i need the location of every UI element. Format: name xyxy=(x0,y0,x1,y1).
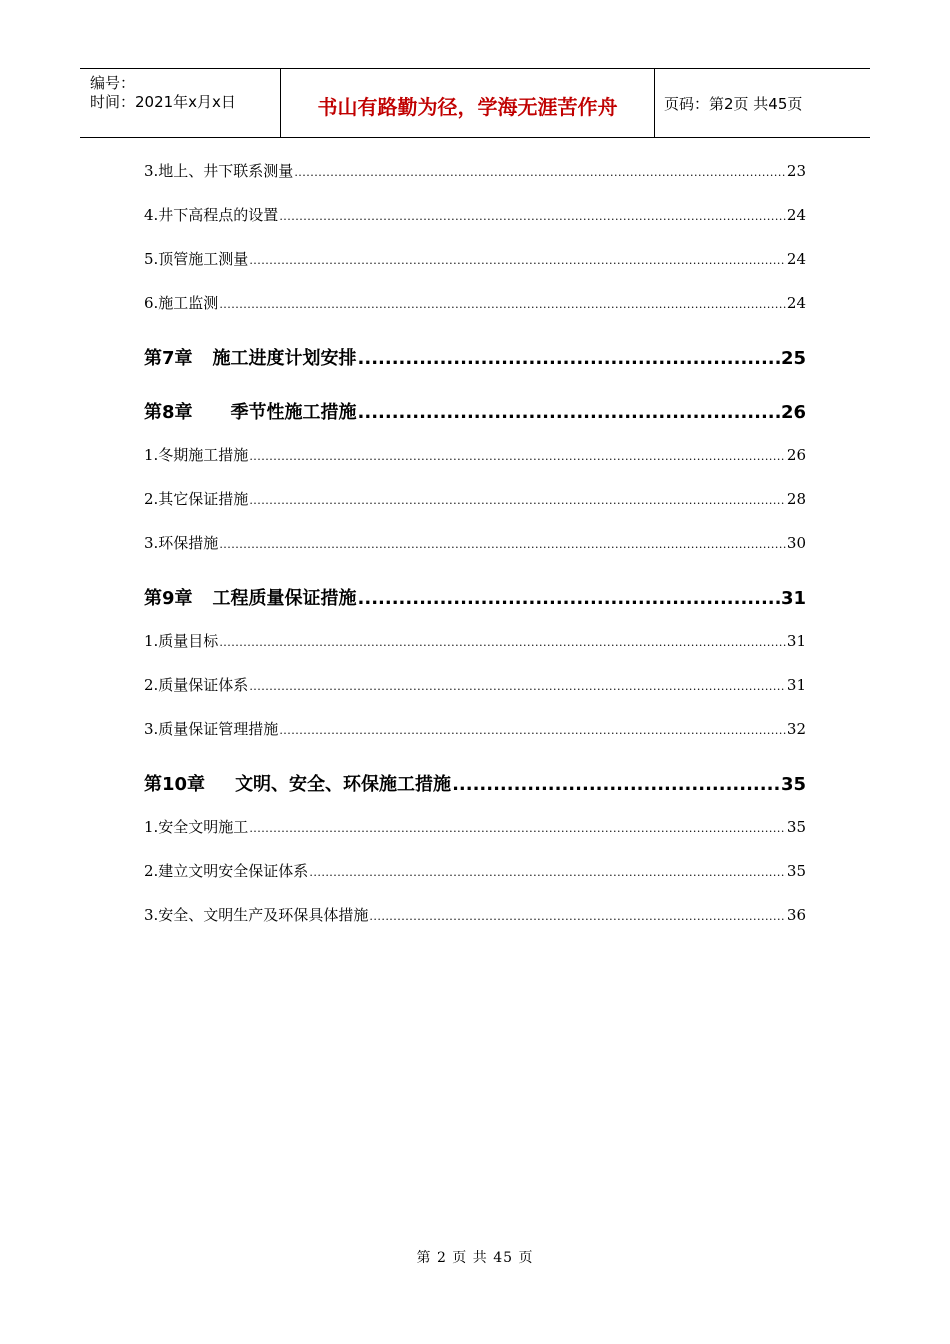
toc-leader-dots xyxy=(219,636,786,649)
toc-entry[interactable] xyxy=(144,160,806,181)
toc-chapter-number: 第8章 xyxy=(144,402,193,423)
header-info-cell xyxy=(80,69,280,137)
toc-chapter-title: 工程质量保证措施 xyxy=(212,588,357,609)
toc-entry-page: 36 xyxy=(786,906,806,924)
toc-entry-page: 35 xyxy=(786,818,806,836)
toc-entry-page: 26 xyxy=(780,402,806,423)
toc-entry-title: 6.施工监测 xyxy=(144,294,219,312)
toc-leader-dots xyxy=(249,494,786,507)
toc-leader-dots xyxy=(249,822,786,835)
toc-entry-page: 28 xyxy=(786,490,806,508)
toc-entry-title: 1.安全文明施工 xyxy=(144,818,249,836)
toc-entry-page: 35 xyxy=(786,862,806,880)
toc-entry[interactable] xyxy=(144,204,806,225)
page-footer: 第 2 页 共 45 页 xyxy=(416,1250,534,1266)
toc-entry-page: 26 xyxy=(786,446,806,464)
toc-leader-dots xyxy=(294,166,786,179)
toc-leader-dots xyxy=(452,774,780,795)
toc-entry-page: 35 xyxy=(780,774,806,795)
page-header xyxy=(80,68,870,138)
toc-entry-page: 25 xyxy=(780,348,806,369)
toc-chapter-number: 第10章 xyxy=(144,774,206,795)
toc-entry-title: 3.环保措施 xyxy=(144,534,219,552)
document-number-label: 编号： xyxy=(90,74,136,92)
toc-entry-title: 1.质量目标 xyxy=(144,632,219,650)
toc-entry-page: 31 xyxy=(780,588,806,609)
toc-leader-dots xyxy=(219,538,786,551)
toc-entry-page: 32 xyxy=(786,720,806,738)
toc-entry[interactable] xyxy=(144,292,806,313)
toc-chapter-title: 施工进度计划安排 xyxy=(212,348,357,369)
toc-entry-title: 2.其它保证措施 xyxy=(144,490,249,508)
toc-leader-dots xyxy=(358,402,780,423)
toc-entry[interactable] xyxy=(144,532,806,553)
toc-entry-page: 30 xyxy=(786,534,806,552)
toc-entry-page: 24 xyxy=(786,250,806,268)
header-page-label: 页码：第2页 共45页 xyxy=(664,95,803,113)
toc-entry-title: 3.质量保证管理措施 xyxy=(144,720,279,738)
header-motto: 书山有路勤为径，学海无涯苦作舟 xyxy=(317,95,618,119)
toc-leader-dots xyxy=(358,588,780,609)
toc-entry-title: 2.质量保证体系 xyxy=(144,676,249,694)
toc-entry[interactable] xyxy=(144,904,806,925)
toc-chapter-entry[interactable] xyxy=(144,344,806,370)
toc-leader-dots xyxy=(249,254,786,267)
toc-entry[interactable] xyxy=(144,248,806,269)
toc-entry-title: 3.地上、井下联系测量 xyxy=(144,162,294,180)
toc-entry[interactable] xyxy=(144,860,806,881)
toc-entry[interactable] xyxy=(144,444,806,465)
document-time-label: 时间：2021年x月x日 xyxy=(90,93,236,111)
toc-chapter-number: 第7章 xyxy=(144,348,193,369)
toc-leader-dots xyxy=(249,450,786,463)
toc-entry-page: 24 xyxy=(786,294,806,312)
toc-entry-title: 3.安全、文明生产及环保具体措施 xyxy=(144,906,369,924)
toc-entry-title: 4.井下高程点的设置 xyxy=(144,206,279,224)
toc-entry[interactable] xyxy=(144,718,806,739)
toc-entry-page: 31 xyxy=(786,676,806,694)
toc-entry[interactable] xyxy=(144,488,806,509)
toc-chapter-title: 季节性施工措施 xyxy=(230,402,357,423)
toc-entry[interactable] xyxy=(144,630,806,651)
header-motto-cell xyxy=(280,69,655,137)
toc-entry-page: 31 xyxy=(786,632,806,650)
toc-entry[interactable] xyxy=(144,674,806,695)
toc-chapter-entry[interactable] xyxy=(144,398,806,424)
toc-leader-dots xyxy=(309,866,786,879)
toc-chapter-entry[interactable] xyxy=(144,770,806,796)
toc-chapter-number: 第9章 xyxy=(144,588,193,609)
toc-entry-title: 1.冬期施工措施 xyxy=(144,446,249,464)
toc-leader-dots xyxy=(249,680,786,693)
toc-chapter-title: 文明、安全、环保施工措施 xyxy=(235,774,452,795)
toc-chapter-entry[interactable] xyxy=(144,584,806,610)
toc-entry[interactable] xyxy=(144,816,806,837)
toc-entry-title: 5.顶管施工测量 xyxy=(144,250,249,268)
toc-leader-dots xyxy=(369,910,786,923)
toc-entry-title: 2.建立文明安全保证体系 xyxy=(144,862,309,880)
toc-leader-dots xyxy=(279,724,786,737)
header-page-cell xyxy=(654,69,870,137)
toc-leader-dots xyxy=(358,348,780,369)
toc-entry-page: 23 xyxy=(786,162,806,180)
toc-leader-dots xyxy=(279,210,786,223)
toc-entry-page: 24 xyxy=(786,206,806,224)
toc-leader-dots xyxy=(219,298,786,311)
